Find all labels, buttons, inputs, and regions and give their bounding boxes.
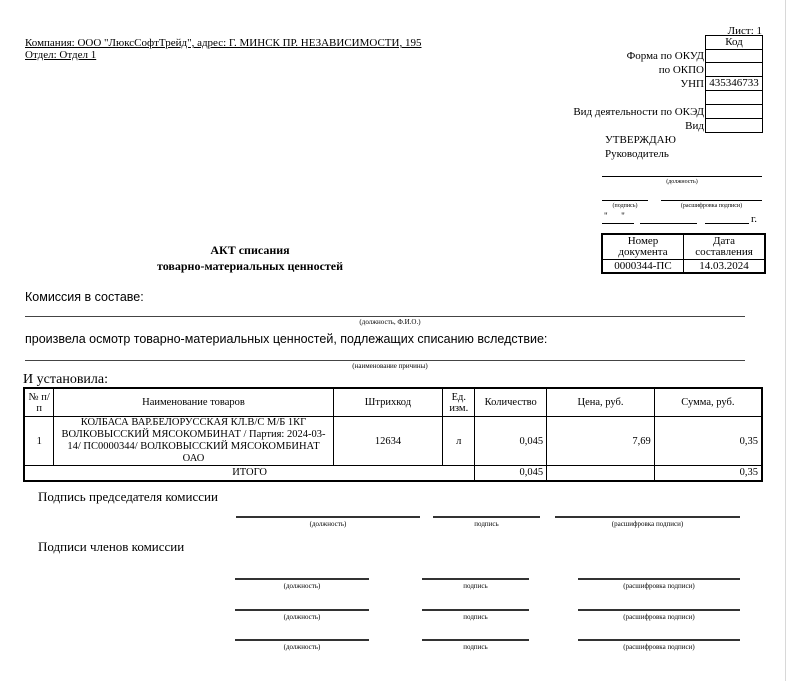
total-price-empty — [547, 466, 655, 482]
total-sum: 0,35 — [654, 466, 762, 482]
chairman-decode-caption: (расшифровка подписи) — [611, 520, 684, 528]
codes-header-row — [560, 35, 763, 49]
member-decode-line[interactable] — [578, 609, 740, 611]
approver-position-caption: (должность) — [666, 179, 698, 185]
chairman-signature-label: Подпись председателя комиссии — [38, 489, 218, 504]
member-decode-caption: (расшифровка подписи) — [623, 643, 695, 651]
chairman-decode-line[interactable] — [555, 516, 740, 518]
approver-position-line[interactable] — [602, 176, 762, 177]
chairman-position-caption: (должность) — [309, 520, 347, 528]
code-value — [705, 63, 763, 77]
codes-header: Код — [705, 35, 763, 50]
chairman-signature-line[interactable] — [433, 516, 540, 518]
code-value — [705, 91, 763, 105]
code-label: УНП — [680, 78, 704, 90]
total-quantity: 0,045 — [475, 466, 547, 482]
member-decode-line[interactable] — [578, 639, 740, 641]
code-row-oked — [560, 105, 763, 119]
member-decode-caption: (расшифровка подписи) — [623, 582, 695, 590]
member-signature-line[interactable] — [422, 609, 529, 611]
approver-signature-caption: (подпись) — [612, 203, 638, 209]
row-name: КОЛБАСА ВАР.БЕЛОРУССКАЯ КЛ.В/С М/Б 1КГ ВОЛКОВЫССКИЙ МЯСОКОМБИНАТ / Партия: 2024-03-14/ ПС0000344/ ВОЛКОВЫССКИЙ МЯСОКОМБИНАТ ОАО — [54, 417, 333, 466]
date-quotes: " " — [604, 211, 625, 221]
page-edge — [785, 0, 786, 681]
doc-date: 14.03.2024 — [684, 260, 766, 274]
code-label: Вид — [685, 120, 704, 132]
title-line-2: товарно-материальных ценностей — [156, 259, 344, 273]
member-decode-line[interactable] — [578, 578, 740, 580]
member-signature-caption: подпись — [463, 582, 488, 590]
code-row-okpo — [560, 63, 763, 77]
total-label: ИТОГО — [24, 466, 475, 482]
doc-number: 0000344-ПС — [602, 260, 684, 274]
document-info-table — [601, 233, 766, 274]
sheet-number: Лист: 1 — [727, 25, 762, 37]
col-header-quantity: Количество — [475, 388, 547, 417]
row-barcode: 12634 — [333, 417, 443, 466]
approval-year-line[interactable] — [705, 223, 749, 224]
row-unit: л — [443, 417, 475, 466]
table-row — [24, 417, 762, 466]
col-header-name: Наименование товаров — [54, 388, 333, 417]
code-row-okud — [560, 49, 763, 63]
table-total-row — [24, 466, 762, 482]
member-signature-line[interactable] — [422, 578, 529, 580]
members-signature-label: Подписи членов комиссии — [38, 539, 185, 554]
commission-members-caption: (должность, Ф.И.О.) — [359, 318, 421, 326]
doc-number-header: Номер документа — [602, 234, 684, 260]
approver-signature-line[interactable] — [602, 200, 648, 201]
member-signature-caption: подпись — [463, 613, 488, 621]
inspection-text: произвела осмотр товарно-материальных ценностей, подлежащих списанию вследствие: — [25, 332, 548, 346]
member-position-line[interactable] — [235, 609, 369, 611]
row-quantity: 0,045 — [475, 417, 547, 466]
year-suffix: г. — [751, 213, 758, 225]
chairman-signature-caption: подпись — [474, 520, 499, 528]
approval-month-line[interactable] — [640, 223, 697, 224]
approve-label: УТВЕРЖДАЮ — [605, 134, 676, 146]
approver-decode-line[interactable] — [661, 200, 762, 201]
col-header-unit: Ед. изм. — [443, 388, 475, 417]
code-value: 435346733 — [705, 77, 763, 91]
col-header-num: № п/п — [24, 388, 54, 417]
code-label: Вид деятельности по ОКЭД — [573, 106, 704, 118]
commission-members-line[interactable] — [25, 316, 745, 317]
commission-label: Комиссия в составе: — [25, 290, 144, 304]
reason-caption: (наименование причины) — [352, 362, 428, 370]
reason-line[interactable] — [25, 360, 745, 361]
member-signature-caption: подпись — [463, 643, 488, 651]
approval-block — [605, 133, 676, 161]
member-signature-line[interactable] — [422, 639, 529, 641]
chairman-position-line[interactable] — [236, 516, 420, 518]
member-position-line[interactable] — [235, 639, 369, 641]
member-decode-caption: (расшифровка подписи) — [623, 613, 695, 621]
member-position-caption: (должность) — [283, 643, 321, 651]
col-header-price: Цена, руб. — [547, 388, 655, 417]
doc-date-header: Дата составления — [684, 234, 766, 260]
approval-day-line[interactable] — [602, 223, 634, 224]
code-label: Форма по ОКУД — [626, 50, 704, 62]
code-row-unp — [560, 77, 763, 91]
company-info: Компания: ООО "ЛюксСофтТрейд", адрес: Г. МИНСК ПР. НЕЗАВИСИМОСТИ, 195 — [25, 37, 422, 49]
code-label: по ОКПО — [658, 64, 704, 76]
member-position-line[interactable] — [235, 578, 369, 580]
row-price: 7,69 — [547, 417, 655, 466]
approver-decode-caption: (расшифровка подписи) — [680, 203, 743, 209]
document-title — [130, 242, 370, 274]
approver-role: Руководитель — [605, 148, 669, 160]
code-value — [705, 105, 763, 119]
row-num: 1 — [24, 417, 54, 466]
code-row-type — [560, 119, 763, 133]
established-label: И установила: — [23, 372, 109, 387]
code-row-empty — [560, 91, 763, 105]
code-value — [705, 119, 763, 133]
col-header-barcode: Штрихкод — [333, 388, 443, 417]
member-position-caption: (должность) — [283, 613, 321, 621]
table-header-row — [24, 388, 762, 417]
department-info: Отдел: Отдел 1 — [25, 49, 97, 61]
code-value — [705, 49, 763, 63]
title-line-1: АКТ списания — [210, 243, 290, 257]
member-position-caption: (должность) — [283, 582, 321, 590]
items-table — [23, 387, 763, 482]
row-sum: 0,35 — [654, 417, 762, 466]
col-header-sum: Сумма, руб. — [654, 388, 762, 417]
